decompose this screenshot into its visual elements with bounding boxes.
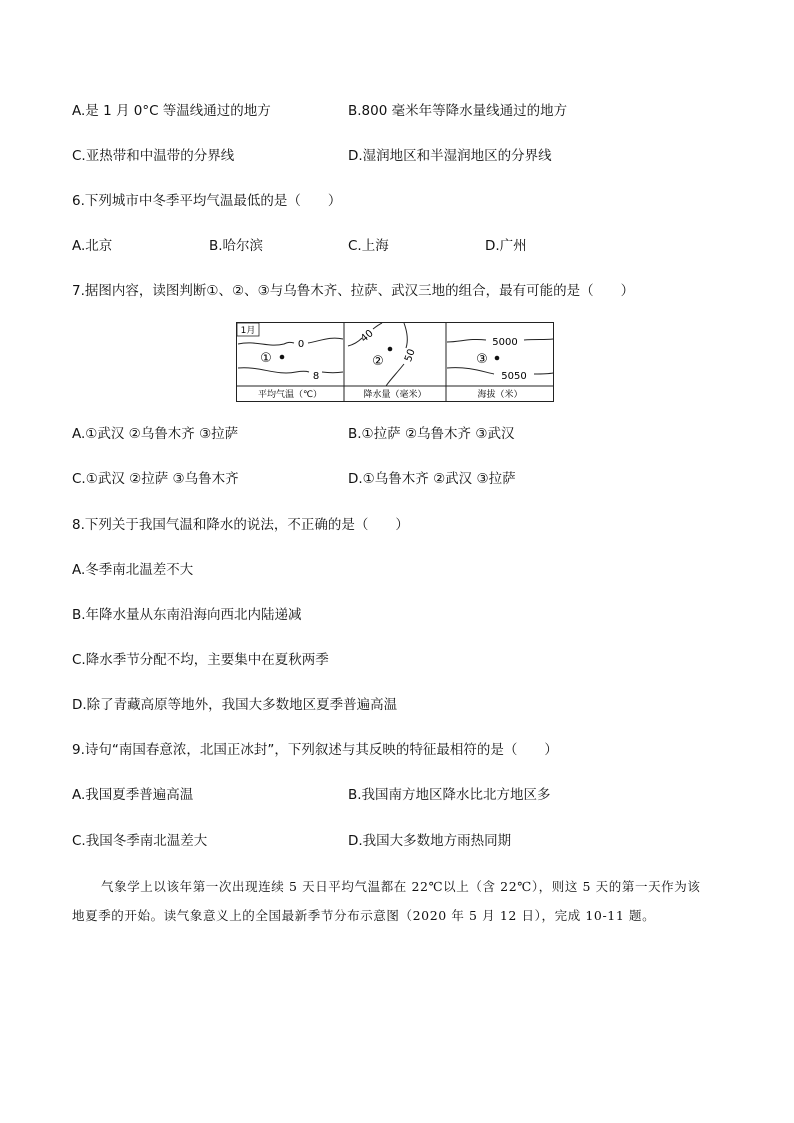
q6-option-b: B.哈尔滨 [209,238,264,254]
q6-option-a: A.北京 [72,238,113,254]
isotherm-top [238,342,294,345]
point-3-dot [495,356,500,361]
q7-option-b: B.①拉萨 ②乌鲁木齐 ③武汉 [348,426,515,442]
month-label: 1月 [240,326,256,336]
isotherm-bottom [238,368,309,373]
q7-option-a: A.①武汉 ②乌鲁木齐 ③拉萨 [72,426,239,442]
q7-option-c: C.①武汉 ②拉萨 ③乌鲁木齐 [72,471,239,487]
caption-elevation: 海拔（米） [477,390,523,400]
point-2-dot [388,347,393,352]
q7-option-d: D.①乌鲁木齐 ②武汉 ③拉萨 [348,471,516,487]
isohyet-left-top [373,323,382,329]
q8-option-d: D.除了青藏高原等地外，我国大多数地区夏季普遍高温 [72,697,398,713]
q5-option-d: D.湿润地区和半湿润地区的分界线 [348,148,552,164]
point-3-marker: ③ [476,352,488,367]
isoline-figure [236,322,554,402]
q8-option-c: C.降水季节分配不均，主要集中在夏秋两季 [72,652,329,668]
isotherm-top-label: 0 [297,339,305,350]
panel-elevation [447,337,553,400]
isohyet-left-label: 40 [358,328,376,345]
q7-stem: 7.据图内容，读图判断①、②、③与乌鲁木齐、拉萨、武汉三地的组合，最有可能的是（ ） [72,283,635,299]
contour-bottom-right [534,373,553,374]
isohyet-right-top [404,323,407,348]
contour-bottom [447,368,494,374]
q9-option-c: C.我国冬季南北温差大 [72,833,208,849]
q8-option-b: B.年降水量从东南沿海向西北内陆递减 [72,607,302,623]
point-2-marker: ② [372,354,384,369]
isohyet-right-label: 50 [403,347,418,364]
contour-top-label: 5000 [492,337,518,348]
q9-option-b: B.我国南方地区降水比北方地区多 [348,787,551,803]
point-1-dot [280,355,285,360]
q5-option-c: C.亚热带和中温带的分界线 [72,148,235,164]
q6-option-c: C.上海 [348,238,389,254]
isotherm-bottom-right [322,372,343,373]
caption-precipitation: 降水量（毫米） [363,390,427,400]
panel-temperature [237,323,343,400]
q6-stem: 6.下列城市中冬季平均气温最低的是（ ） [72,193,342,209]
q9-option-d: D.我国大多数地方雨热同期 [348,833,512,849]
q9-option-a: A.我国夏季普遍高温 [72,787,194,803]
contour-top-right [524,339,553,340]
passage-line-1: 气象学上以该年第一次出现连续 5 天日平均气温都在 22℃以上（含 22℃），则这 5 天的第一天作为该 [101,879,701,894]
contour-bottom-label: 5050 [501,371,527,382]
q5-option-a: A.是 1 月 0°C 等温线通过的地方 [72,103,271,119]
isohyet-right [386,364,404,386]
isohyet-left [348,338,362,346]
q9-stem: 9.诗句“南国春意浓，北国正冰封”，下列叙述与其反映的特征最相符的是（ ） [72,742,558,758]
q5-option-b: B.800 毫米年等降水量线通过的地方 [348,103,568,119]
q6-option-d: D.广州 [485,238,527,254]
isotherm-bottom-label: 8 [312,371,320,382]
caption-temperature: 平均气温（℃） [257,390,323,400]
contour-top [447,339,486,342]
q8-stem: 8.下列关于我国气温和降水的说法，不正确的是（ ） [72,517,409,533]
q8-option-a: A.冬季南北温差不大 [72,562,194,578]
isotherm-top-right [308,338,343,343]
passage-line-2: 地夏季的开始。读气象意义上的全国最新季节分布示意图（2020 年 5 月 12 日），完成 10-11 题。 [72,908,656,923]
point-1-marker: ① [260,351,272,366]
panel-precipitation [348,323,427,400]
